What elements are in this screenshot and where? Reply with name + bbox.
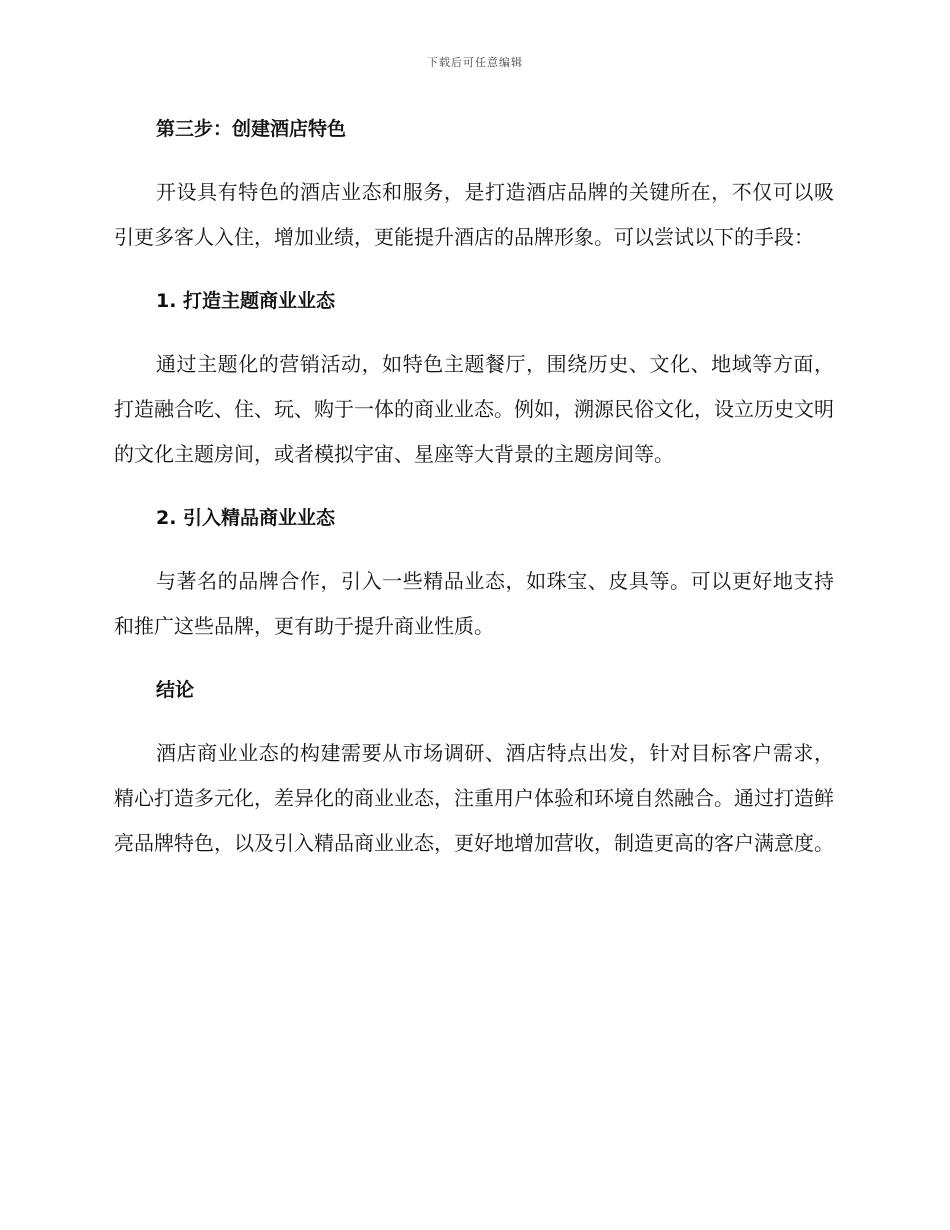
paragraph-theme-business: 通过主题化的营销活动，如特色主题餐厅，围绕历史、文化、地域等方面，打造融合吃、住、玩、购于一体的商业业态。例如，溯源民俗文化，设立历史文明的文化主题房间，或者模拟宇宙、星座等大背景的主题房间等。 (114, 352, 834, 466)
section-heading-step3: 第三步：创建酒店特色 (156, 118, 347, 140)
paragraph-boutique-business: 与著名的品牌合作，引入一些精品业态，如珠宝、皮具等。可以更好地支持和推广这些品牌，更有助于提升商业性质。 (114, 569, 834, 638)
section-heading-boutique-business: 2. 引入精品商业业态 (156, 507, 336, 529)
header-note: 下载后可任意编辑 (427, 56, 523, 69)
paragraph-conclusion: 酒店商业业态的构建需要从市场调研、酒店特点出发，针对目标客户需求，精心打造多元化，差异化的商业业态，注重用户体验和环境自然融合。通过打造鲜亮品牌特色，以及引入精品商业业态，更好地增加营收，制造更高的客户满意度。 (114, 741, 834, 855)
section-heading-theme-business: 1. 打造主题商业业态 (156, 290, 336, 312)
document-body (114, 112, 834, 866)
section-heading-conclusion: 结论 (156, 679, 195, 701)
paragraph-step3-intro: 开设具有特色的酒店业态和服务，是打造酒店品牌的关键所在，不仅可以吸引更多客人入住，增加业绩，更能提升酒店的品牌形象。可以尝试以下的手段： (114, 180, 834, 249)
